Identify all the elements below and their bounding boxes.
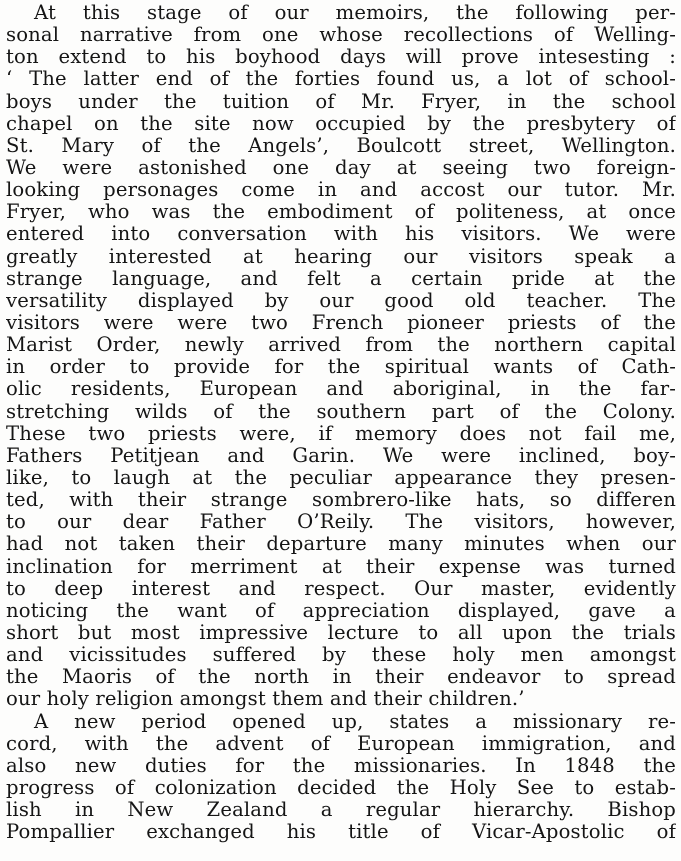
article-line: St. Mary of the Angels’, Boulcott street, Wellington. [6,134,676,157]
article-line: also new duties for the missionaries. In 1848 the [6,754,676,777]
article-line: greatly interested at hearing our visitors speak a [6,245,676,268]
article-line: noticing the want of appreciation displayed, gave a [6,599,676,622]
article-line: At this stage of our memoirs, the following per- [34,2,676,24]
article-line: like, to laugh at the peculiar appearance they presen- [6,466,676,489]
article-line: chapel on the site now occupied by the presbytery of [6,112,676,135]
article-line: olic residents, European and aboriginal, in the far- [6,378,676,401]
article-line: ted, with their strange sombrero-like hats, so differen [6,489,676,512]
article-line: Fryer, who was the embodiment of politeness, at once [6,201,676,224]
article-line: ‘ The latter end of the forties found us, a lot of school- [6,68,676,91]
article-line: the Maoris of the north in their endeavor to spread [6,666,676,689]
article-column [6,2,676,843]
article-line: lish in New Zealand a regular hierarchy. Bishop [6,799,676,822]
article-line: entered into conversation with his visitors. We were [6,223,676,246]
article-line: We were astonished one day at seeing two foreign- [6,156,676,179]
article-line: A new period opened up, states a missionary re- [34,710,676,733]
article-line: in order to provide for the spiritual wants of Cath- [6,356,676,379]
article-line: short but most impressive lecture to all upon the trials [6,621,676,644]
article-line: inclination for merriment at their expense was turned [6,555,676,578]
article-line: progress of colonization decided the Holy See to estab- [6,776,676,799]
article-line: Fathers Petitjean and Garin. We were inclined, boy- [6,444,676,467]
article-line: strange language, and felt a certain pride at the [6,267,676,290]
article-line: visitors were were two French pioneer priests of the [6,311,676,334]
article-line: to our dear Father O’Reily. The visitors, however, [6,511,676,534]
article-line: These two priests were, if memory does not fail me, [6,422,676,445]
article-line: boys under the tuition of Mr. Fryer, in the school [6,90,676,113]
article-line: our holy religion amongst them and their children.’ [6,688,525,711]
article-line: ton extend to his boyhood days will prove intesesting : [6,46,676,69]
article-line: to deep interest and respect. Our master, evidently [6,577,676,600]
article-line: cord, with the advent of European immigration, and [6,732,676,755]
article-line: stretching wilds of the southern part of the Colony. [6,400,676,423]
article-line: versatility displayed by our good old teacher. The [6,289,676,312]
article-line: and vicissitudes suffered by these holy men amongst [6,644,676,667]
article-line: sonal narrative from one whose recollections of Welling- [6,24,676,47]
article-line: Pompallier exchanged his title of Vicar-Apostolic of [6,821,676,844]
article-line: looking personages come in and accost our tutor. Mr. [6,179,676,202]
article-line: had not taken their departure many minutes when our [6,533,676,556]
article-line: Marist Order, newly arrived from the northern capital [6,334,676,357]
